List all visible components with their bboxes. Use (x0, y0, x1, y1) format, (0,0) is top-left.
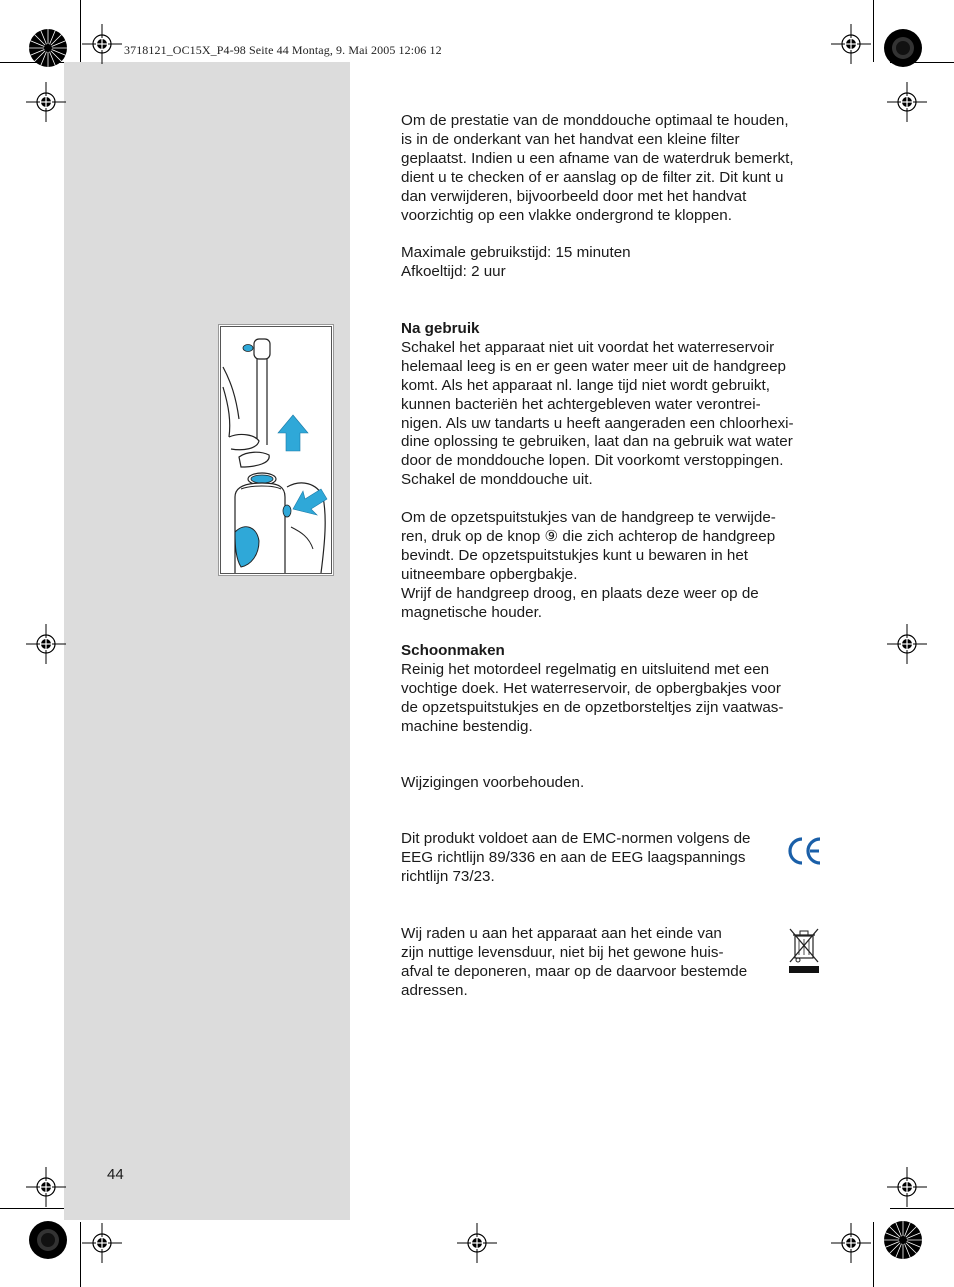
crop-mark (873, 0, 874, 62)
cooldown-time: Afkoeltijd: 2 uur (401, 262, 506, 280)
left-margin-band (64, 62, 350, 1220)
disposal-notice (401, 925, 781, 1001)
remove-tips-paragraph (401, 509, 826, 622)
cleaning-section (401, 642, 826, 737)
text-line: voorzichtig op een vlakke ondergrond te kloppen. (401, 206, 732, 224)
text-line: helemaal leeg is en er geen water meer uit de handgreep (401, 357, 786, 375)
print-rosette-icon (883, 1220, 923, 1260)
text-line: machine bestendig. (401, 717, 533, 735)
usage-times (401, 244, 826, 282)
registration-mark-icon (457, 1223, 497, 1263)
text-line: Schakel de monddouche uit. (401, 471, 593, 489)
text-line: ren, druk op de knop ⑨ die zich achterop de handgreep (401, 527, 776, 545)
text-line: vochtige doek. Het waterreservoir, de opbergbakjes voor (401, 679, 781, 697)
registration-mark-icon (82, 24, 122, 64)
text-line: Om de prestatie van de monddouche optimaal te houden, (401, 112, 789, 129)
crop-mark (0, 1208, 64, 1209)
text-line: dan verwijderen, bijvoorbeeld door met het handvat (401, 187, 747, 205)
text-line: EEG richtlijn 89/336 en aan de EEG laagspannings (401, 848, 746, 866)
text-line: is in de onderkant van het handvat een kleine filter (401, 130, 740, 148)
registration-mark-icon (82, 1223, 122, 1263)
text-line: Reinig het motordeel regelmatig en uitsluitend met een (401, 660, 770, 678)
registration-mark-icon (887, 624, 927, 664)
filter-paragraph (401, 112, 826, 225)
registration-mark-icon (26, 624, 66, 664)
text-line: zijn nuttige levensduur, niet bij het gewone huis- (401, 943, 724, 961)
handle-remove-tip-illustration (221, 327, 331, 573)
max-use-time: Maximale gebruikstijd: 15 minuten (401, 244, 631, 261)
ce-mark-icon (786, 835, 824, 867)
registration-mark-icon (26, 1167, 66, 1207)
print-slug: 3718121_OC15X_P4-98 Seite 44 Montag, 9. Mai 2005 12:06 12 (124, 43, 442, 57)
text-line: Dit produkt voldoet aan de EMC-normen volgens de (401, 830, 751, 847)
registration-mark-icon (831, 24, 871, 64)
print-rosette-icon (28, 1220, 68, 1260)
text-line: Schakel het apparaat niet uit voordat het waterreservoir (401, 338, 775, 356)
text-line: adressen. (401, 981, 468, 999)
text-line: komt. Als het apparaat nl. lange tijd niet wordt gebruikt, (401, 376, 770, 394)
text-line: kunnen bacteriën het achtergebleven water verontrei- (401, 395, 761, 413)
text-line: dine oplossing te gebruiken, laat dan na gebruik wat water (401, 433, 793, 451)
crop-mark (890, 1208, 954, 1209)
text-line: de opzetspuitstukjes en de opzetborsteltjes zijn vaatwas- (401, 698, 784, 716)
crop-mark (80, 0, 81, 62)
text-line: Wrijf de handgreep droog, en plaats deze weer op de (401, 584, 759, 602)
page-number: 44 (107, 1166, 124, 1183)
registration-mark-icon (831, 1223, 871, 1263)
registration-mark-icon (887, 82, 927, 122)
text-line: Wijzigingen voorbehouden. (401, 774, 585, 791)
text-line: magnetische houder. (401, 603, 543, 621)
text-line: afval te deponeren, maar op de daarvoor bestemde (401, 962, 748, 980)
section-heading: Na gebruik (401, 320, 480, 337)
text-line: Wij raden u aan het apparaat aan het einde van (401, 925, 722, 942)
text-line: geplaatst. Indien u een afname van de waterdruk bemerkt, (401, 149, 794, 167)
text-line: bevindt. De opzetspuitstukjes kunt u bewaren in het (401, 546, 748, 564)
text-line: door de monddouche lopen. Dit voorkomt verstoppingen. (401, 452, 784, 470)
section-heading: Schoonmaken (401, 642, 505, 659)
registration-mark-icon (26, 82, 66, 122)
text-line: nigen. Als uw tandarts u heeft aangeraden een chloorhexi- (401, 414, 794, 432)
crop-mark (80, 1222, 81, 1287)
changes-notice (401, 774, 826, 793)
text-line: richtlijn 73/23. (401, 867, 495, 885)
text-line: Om de opzetspuitstukjes van de handgreep te verwijde- (401, 509, 776, 526)
registration-mark-icon (887, 1167, 927, 1207)
crossed-bin-icon (786, 926, 822, 976)
text-line: dient u te checken of er aanslag op de filter zit. Dit kunt u (401, 168, 784, 186)
text-line: uitneembare opbergbakje. (401, 565, 578, 583)
print-rosette-icon (883, 28, 923, 68)
emc-notice (401, 830, 781, 887)
print-rosette-icon (28, 28, 68, 68)
after-use-section (401, 320, 826, 490)
crop-mark (873, 1222, 874, 1287)
